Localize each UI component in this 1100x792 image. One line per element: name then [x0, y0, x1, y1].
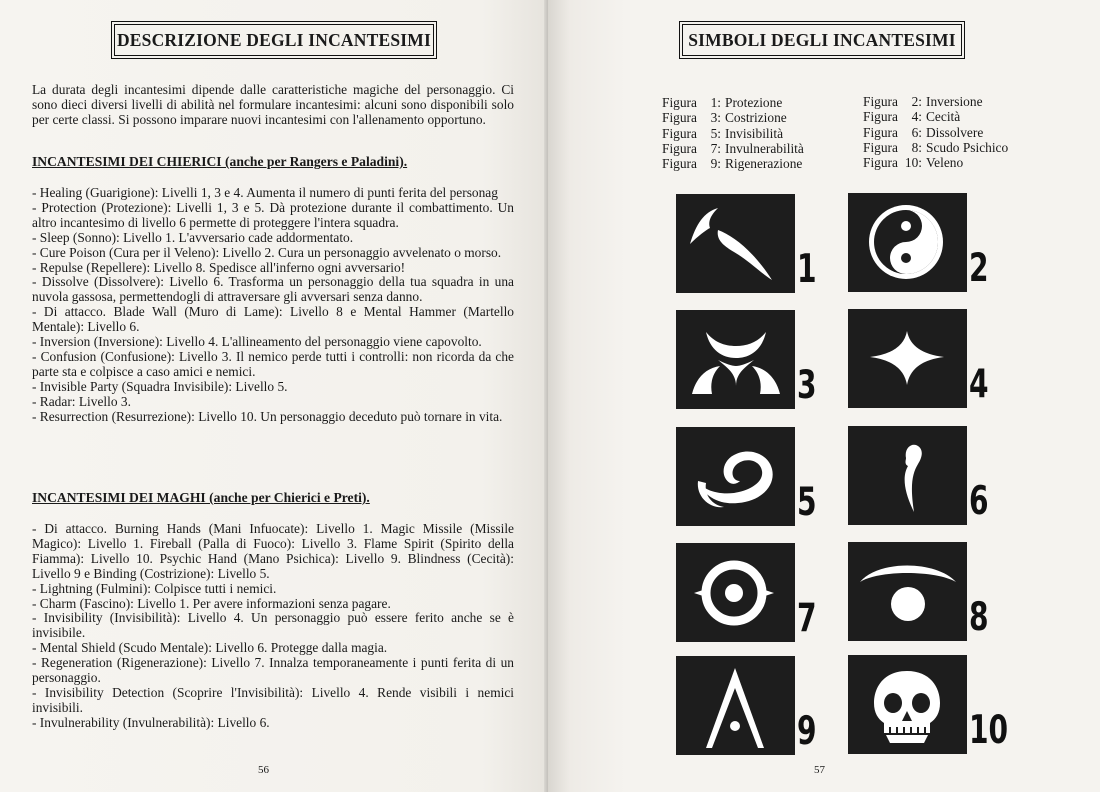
list-item: - Mental Shield (Scudo Mentale): Livello 6. Protegge dalla magia.	[32, 640, 388, 656]
figure-word: Figura	[662, 110, 697, 126]
figure-word: Figura	[863, 139, 898, 155]
symbol-4-number: 4	[969, 362, 989, 407]
intro-text: La durata degli incantesimi dipende dalle caratteristiche magiche del personaggio. Ci sono dieci diversi livelli di abilità nel formulare incantesimi: alcuni sono disponibili solo per certe classi. Si possono imparare nuovi incantesimi con l'allenamento opportuno.	[32, 82, 514, 128]
figure-name: Costrizione	[725, 110, 787, 126]
mages-spell-list	[32, 522, 514, 731]
list-item: - Di attacco. Blade Wall (Muro di Lame): Livello 8 e Mental Hammer (Martello Mentale): Livello 6.	[32, 304, 514, 335]
figure-word: Figura	[662, 125, 697, 141]
figure-number: 1:	[710, 95, 721, 110]
spiral-hook-icon	[676, 427, 795, 526]
mages-heading: INCANTESIMI DEI MAGHI (anche per Chierici e Preti).	[32, 490, 370, 505]
figure-word: Figura	[863, 94, 898, 109]
list-item: - Cure Poison (Cura per il Veleno): Livello 2. Cura un personaggio avvelenato o morso.	[32, 244, 502, 260]
symbol-8-number: 8	[969, 595, 989, 640]
symbol-4-tile	[848, 309, 967, 408]
figure-number: 7:	[710, 140, 721, 156]
figure-number: 8:	[911, 139, 922, 155]
symbol-10-tile	[848, 655, 967, 754]
list-item	[662, 141, 804, 156]
symbol-9-number: 9	[797, 709, 817, 754]
list-item	[662, 126, 804, 141]
list-item: - Invisible Party (Squadra Invisibile): Livello 5.	[32, 378, 288, 394]
list-item	[863, 109, 1008, 124]
comma-drop-icon	[848, 426, 967, 525]
list-item: - Sleep (Sonno): Livello 1. L'avversario cade addormentato.	[32, 229, 354, 245]
list-item: - Lightning (Fulmini): Colpisce tutti i nemici.	[32, 580, 277, 596]
symbol-6-number: 6	[969, 479, 989, 524]
list-item: - Confusion (Confusione): Livello 3. Il nemico perde tutti i controlli: non ricorda da che parte sta e colpisce a caso amici e nemici.	[32, 348, 514, 379]
figure-number: 4:	[911, 109, 922, 125]
list-item: - Invisibility (Invisibilità): Livello 4. Un personaggio può essere ferito anche se è invisibile.	[32, 610, 514, 641]
list-item: - Dissolve (Dissolvere): Livello 6. Trasforma un personaggio della tua squadra in una nuvola gassosa, permettendogli di attraversare gli avversari senza danno.	[32, 274, 514, 305]
clerics-heading: INCANTESIMI DEI CHIERICI (anche per Rangers e Paladini).	[32, 154, 408, 169]
figure-name: Rigenerazione	[725, 156, 803, 172]
figure-legend-left	[662, 95, 804, 171]
figure-number: 3:	[710, 110, 721, 126]
yin-yang-icon	[848, 193, 967, 292]
four-point-star-icon	[848, 309, 967, 408]
eye-ring-icon	[676, 543, 795, 642]
intro-paragraph	[32, 82, 514, 128]
left-page	[0, 0, 548, 792]
figure-name: Dissolvere	[926, 124, 984, 140]
list-item: - Regeneration (Rigenerazione): Livello 7. Innalza temporaneamente i punti ferita di un personaggio.	[32, 655, 514, 686]
figure-word: Figura	[662, 156, 697, 172]
figure-word: Figura	[662, 95, 697, 110]
symbol-9-tile	[676, 656, 795, 755]
symbol-6-tile	[848, 426, 967, 525]
list-item	[863, 94, 1008, 109]
figure-name: Invisibilità	[725, 125, 784, 141]
list-item	[863, 155, 1008, 170]
right-page-title: SIMBOLI DEGLI INCANTESIMI	[682, 24, 962, 56]
list-item: - Inversion (Inversione): Livello 4. L'allineamento del personaggio viene capovolto.	[32, 334, 482, 350]
symbol-8-tile	[848, 542, 967, 641]
list-item	[662, 156, 804, 171]
horns-icon	[676, 310, 795, 409]
symbol-2-tile	[848, 193, 967, 292]
list-item	[662, 95, 804, 110]
list-item: - Di attacco. Burning Hands (Mani Infuocate): Livello 1. Magic Missile (Missile Magico): Livello 1. Fireball (Palla di Fuoco): Livello 3. Flame Spirit (Spirito della Fiamma): Livello 10. Psychic Hand (Mano Psichica): Livello 9. Blindness (Cecità): Livello 9 e Binding (Costrizione): Livello 5.	[32, 521, 514, 581]
symbol-1-tile	[676, 194, 795, 293]
symbol-10-number: 10	[969, 708, 1009, 753]
figure-number: 9:	[710, 156, 721, 172]
symbol-7-number: 7	[797, 596, 817, 641]
arc-eye-icon	[848, 542, 967, 641]
figure-word: Figura	[863, 109, 898, 125]
skull-icon	[848, 655, 967, 754]
figure-legend-right	[863, 94, 1008, 170]
page-number-right: 57	[814, 764, 825, 776]
list-item: - Resurrection (Resurrezione): Livello 10. Un personaggio deceduto può tornare in vita.	[32, 408, 503, 424]
page-number-left: 56	[258, 764, 269, 776]
figure-name: Scudo Psichico	[926, 139, 1009, 155]
figure-word: Figura	[662, 140, 697, 156]
list-item: - Invulnerability (Invulnerabilità): Livello 6.	[32, 714, 270, 730]
figure-word: Figura	[863, 155, 898, 171]
list-item	[863, 125, 1008, 140]
symbol-5-number: 5	[797, 480, 817, 525]
symbol-3-number: 3	[797, 363, 817, 408]
figure-name: Veleno	[926, 155, 964, 171]
claw-slash-icon	[676, 194, 795, 293]
list-item: - Repulse (Repellere): Livello 8. Spedisce all'inferno ogni avversario!	[32, 259, 406, 275]
list-item: - Protection (Protezione): Livelli 1, 3 e 5. Dà protezione durante il combattimento. Un altro incantesimo di livello 6 permette di proteggere l'intera squadra.	[32, 199, 514, 230]
figure-name: Cecità	[926, 109, 961, 125]
clerics-spell-list	[32, 186, 514, 425]
symbol-1-number: 1	[797, 247, 817, 292]
chevron-dot-icon	[676, 656, 795, 755]
figure-name: Protezione	[725, 95, 783, 110]
list-item	[662, 110, 804, 125]
figure-number: 2:	[911, 94, 922, 109]
symbol-3-tile	[676, 310, 795, 409]
list-item: - Invisibility Detection (Scoprire l'Invisibilità): Livello 4. Rende visibili i nemici invisibili.	[32, 684, 514, 715]
list-item	[863, 140, 1008, 155]
symbol-7-tile	[676, 543, 795, 642]
figure-name: Invulnerabilità	[725, 140, 804, 156]
figure-word: Figura	[863, 124, 898, 140]
list-item: - Radar: Livello 3.	[32, 393, 131, 409]
figure-number: 10:	[904, 155, 922, 171]
symbol-5-tile	[676, 427, 795, 526]
figure-number: 5:	[710, 125, 721, 141]
figure-name: Inversione	[926, 94, 983, 109]
left-page-title: DESCRIZIONE DEGLI INCANTESIMI	[114, 24, 434, 56]
symbol-2-number: 2	[969, 246, 989, 291]
list-item: - Charm (Fascino): Livello 1. Per avere informazioni senza pagare.	[32, 595, 391, 611]
list-item: - Healing (Guarigione): Livelli 1, 3 e 4. Aumenta il numero di punti ferita del personag	[32, 185, 498, 200]
figure-number: 6:	[911, 124, 922, 140]
right-page	[548, 0, 1100, 792]
